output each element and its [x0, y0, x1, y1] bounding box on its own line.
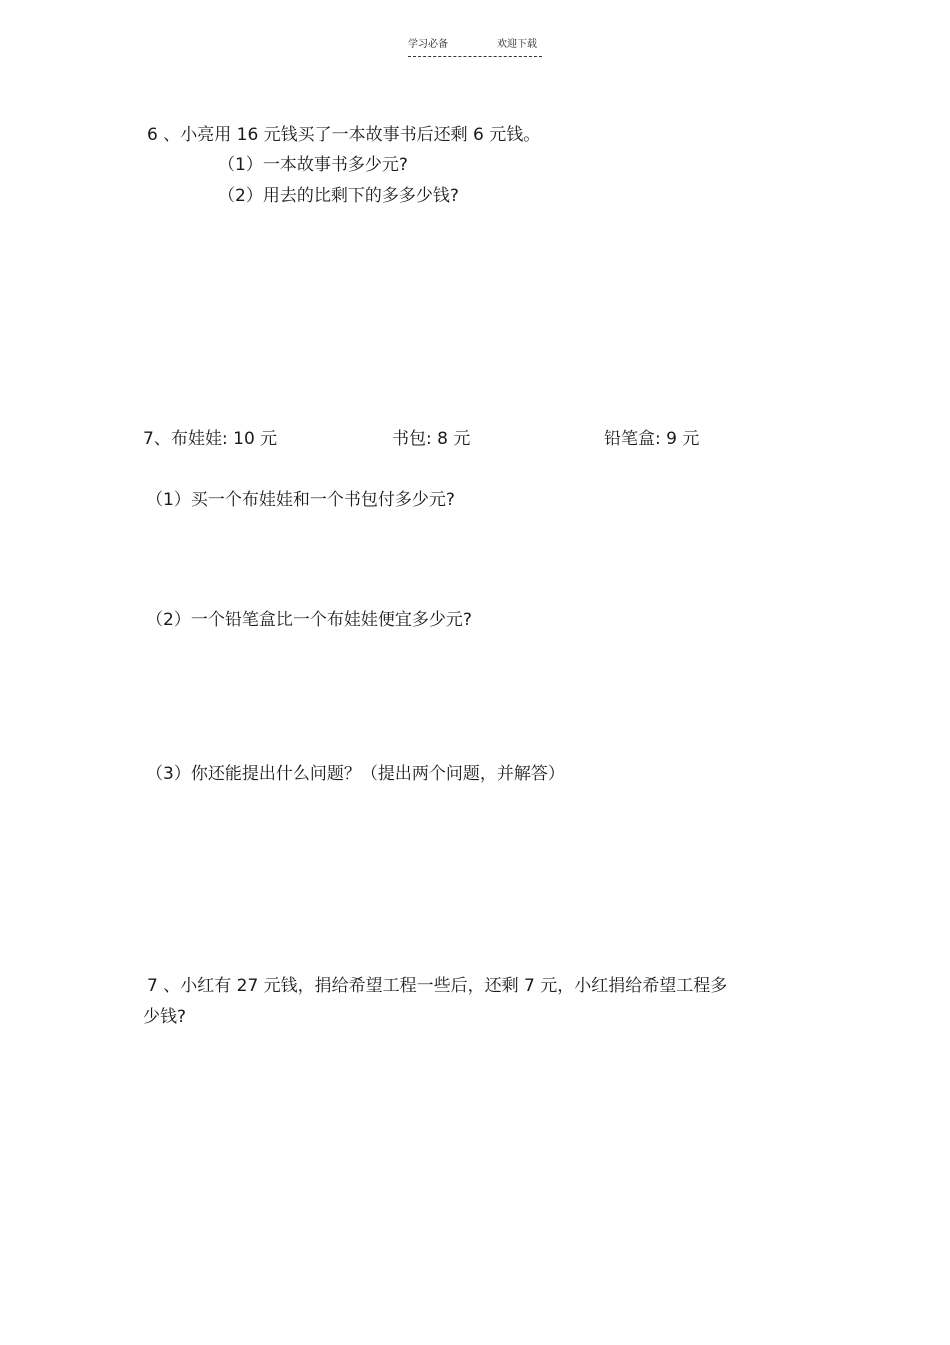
- price-item-pencil-case: 铅笔盒: 9 元: [604, 429, 700, 449]
- question-7b-line-1: 7 、小红有 27 元钱，捐给希望工程一些后，还剩 7 元，小红捐给希望工程多: [147, 976, 728, 996]
- price-item-doll: 布娃娃: 10 元: [171, 429, 278, 449]
- question-6-sub-2: （2）用去的比剩下的多多少钱?: [218, 186, 459, 206]
- header-right-text: 欢迎下载: [497, 39, 537, 50]
- question-7-sub-3: （3）你还能提出什么问题？（提出两个问题，并解答）: [146, 764, 565, 784]
- question-6-stem: 6 、小亮用 16 元钱买了一本故事书后还剩 6 元钱。: [147, 125, 541, 145]
- question-7-sub-1: （1）买一个布娃娃和一个书包付多少元?: [146, 490, 455, 510]
- question-6-sub-1: （1）一本故事书多少元?: [218, 155, 408, 175]
- question-7b-line-2: 少钱?: [143, 1007, 187, 1027]
- header-left-text: 学习必备: [408, 39, 448, 50]
- page-header: [408, 38, 542, 57]
- question-7-sub-2: （2）一个铅笔盒比一个布娃娃便宜多少元?: [146, 610, 472, 630]
- question-7-number: 7、: [143, 429, 171, 449]
- price-item-schoolbag: 书包: 8 元: [392, 429, 471, 449]
